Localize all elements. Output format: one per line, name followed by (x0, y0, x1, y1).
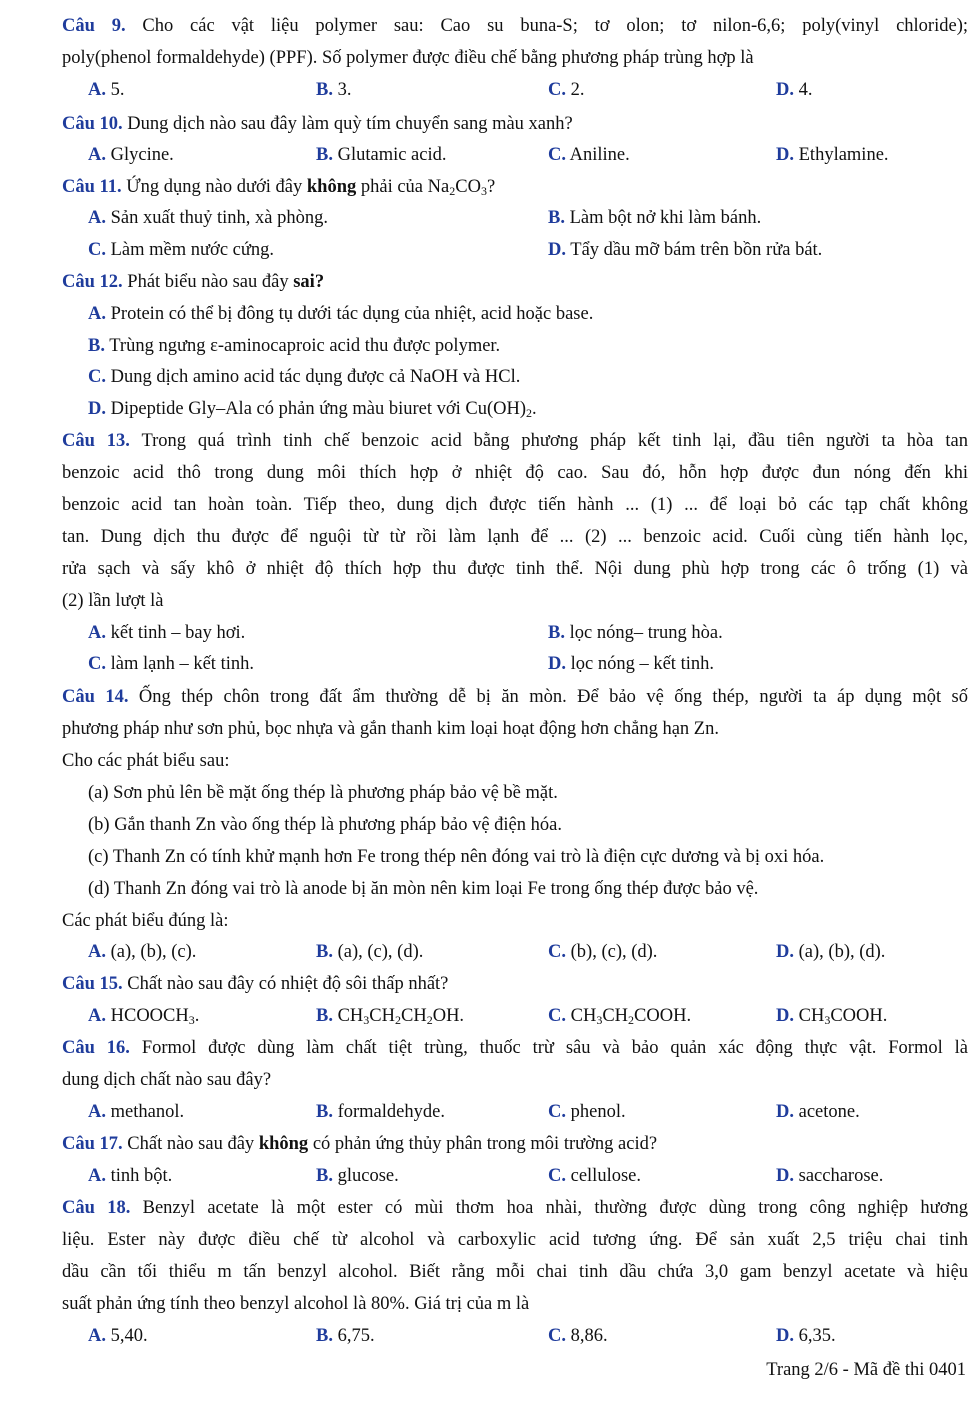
option-label: B. (316, 942, 333, 962)
option-text: Glutamic acid. (337, 145, 447, 165)
option-label: A. (88, 942, 106, 962)
option-text: Làm mềm nước cứng. (110, 240, 275, 260)
question-9-line-2: poly(phenol formaldehyde) (PPF). Số polymer được điều chế bằng phương pháp trùng hợp là (62, 48, 754, 68)
option-label: C. (548, 942, 566, 962)
option-text: Dung dịch amino acid tác dụng được cả NaOH và HCl. (110, 367, 521, 387)
option-label: A. (88, 1326, 106, 1346)
option-b[interactable] (316, 143, 447, 167)
question-9-line-1 (62, 14, 968, 38)
question-15 (62, 972, 448, 996)
option-label: D. (776, 1166, 794, 1186)
option-b[interactable] (88, 334, 500, 358)
subscript: 2 (628, 1013, 635, 1027)
emphasis: không (258, 1134, 309, 1154)
option-label: D. (776, 1326, 794, 1346)
option-text: tinh bột. (110, 1166, 173, 1186)
formula: CH (798, 1006, 825, 1026)
formula: . (194, 1006, 200, 1026)
option-c[interactable] (548, 1004, 691, 1028)
question-18-line-2: liệu. Ester này được điều chế từ alcohol và carboxylic acid tương ứng. Để sản xuất 2,5 triệu chai tinh (62, 1230, 968, 1250)
question-18-line-1 (62, 1196, 968, 1220)
question-number: Câu 18. (62, 1198, 131, 1218)
question-14-line-1 (62, 685, 968, 709)
question-text: Trong quá trình tinh chế benzoic acid bằng phương pháp kết tinh lại, đầu tiên người ta hòa tan (141, 431, 968, 451)
option-d[interactable] (88, 397, 537, 421)
option-text: phenol. (570, 1102, 626, 1122)
option-label: B. (548, 208, 565, 228)
option-b[interactable] (548, 206, 761, 230)
question-14-line-2: phương pháp như sơn phủ, bọc nhựa và gắn thanh kim loại hoạt động hơn chẳng hạn Zn. (62, 719, 719, 739)
option-text: 2. (570, 80, 585, 100)
question-number: Câu 11. (62, 177, 122, 197)
question-number: Câu 9. (62, 16, 126, 36)
option-text: kết tinh – bay hơi. (110, 623, 246, 643)
option-a[interactable] (88, 621, 245, 645)
option-label: C. (88, 240, 106, 260)
option-label: A. (88, 145, 106, 165)
option-a[interactable] (88, 78, 125, 102)
option-label: C. (548, 1006, 566, 1026)
formula: OH. (432, 1006, 465, 1026)
option-d[interactable] (776, 1164, 883, 1188)
option-text: làm lạnh – kết tinh. (110, 654, 254, 674)
option-label: D. (776, 145, 794, 165)
option-text: (a), (b), (c). (110, 942, 197, 962)
option-c[interactable] (548, 1100, 626, 1124)
option-text: saccharose. (798, 1166, 884, 1186)
option-d[interactable] (548, 652, 714, 676)
formula: CH (570, 1006, 597, 1026)
question-number: Câu 15. (62, 974, 123, 994)
option-text: Làm bột nở khi làm bánh. (569, 208, 762, 228)
option-label: D. (776, 1006, 794, 1026)
option-text: 4. (798, 80, 813, 100)
option-text: Glycine. (110, 145, 174, 165)
question-16-line-2: dung dịch chất nào sau đây? (62, 1070, 272, 1090)
option-text: formaldehyde. (337, 1102, 445, 1122)
option-a[interactable] (88, 1164, 172, 1188)
option-text: Aniline. (569, 145, 630, 165)
option-label: C. (548, 1102, 566, 1122)
question-number: Câu 14. (62, 687, 129, 707)
option-b[interactable] (316, 1100, 445, 1124)
question-13-line-3: benzoic acid tan hoàn toàn. Tiếp theo, dung dịch được tiến hành ... (1) ... để loại bỏ các tạp chất không (62, 495, 968, 515)
question-number: Câu 12. (62, 272, 123, 292)
punctuation: ? (486, 177, 496, 197)
question-text: Cho các vật liệu polymer sau: Cao su buna-S; tơ olon; tơ nilon-6,6; poly(vinyl chloride); (142, 16, 968, 36)
option-label: B. (316, 1006, 333, 1026)
subscript: 2 (449, 184, 456, 198)
option-a[interactable] (88, 1100, 184, 1124)
question-13-line-6: (2) lần lượt là (62, 591, 164, 611)
question-number: Câu 16. (62, 1038, 130, 1058)
option-label: A. (88, 1006, 106, 1026)
option-label: D. (776, 942, 794, 962)
option-text: 8,86. (570, 1326, 608, 1346)
question-13-line-2: benzoic acid thô trong dung môi thích hợp ở nhiệt độ cao. Sau đó, hỗn hợp được đun nóng đến khi (62, 463, 968, 483)
question-13-line-1 (62, 429, 968, 453)
option-text: Dipeptide Gly–Ala có phản ứng màu biuret với Cu(OH) (110, 399, 527, 419)
option-label: A. (88, 208, 106, 228)
statement-d: (d) Thanh Zn đóng vai trò là anode bị ăn mòn nên kim loại Fe trong ống thép được bảo vệ. (88, 879, 759, 899)
subscript: 2 (426, 1013, 433, 1027)
option-b[interactable] (316, 940, 423, 964)
statement-c: (c) Thanh Zn có tính khử mạnh hơn Fe trong thép nên đóng vai trò là điện cực dương và bị oxi hóa. (88, 847, 825, 867)
option-text: 5. (110, 80, 125, 100)
option-a[interactable] (88, 1324, 148, 1348)
question-14-ask: Các phát biểu đúng là: (62, 911, 229, 931)
option-label: D. (548, 654, 566, 674)
option-c[interactable] (548, 940, 657, 964)
option-label: D. (548, 240, 566, 260)
option-d[interactable] (776, 1004, 887, 1028)
option-text: Tẩy dầu mỡ bám trên bồn rửa bát. (570, 240, 823, 260)
option-label: B. (316, 80, 333, 100)
option-label: A. (88, 80, 106, 100)
option-label: B. (316, 145, 333, 165)
question-10 (62, 112, 573, 136)
option-text: 5,40. (110, 1326, 148, 1346)
option-text: Trùng ngưng ε-aminocaproic acid thu được polymer. (109, 336, 501, 356)
option-a[interactable] (88, 302, 593, 326)
option-d[interactable] (548, 238, 822, 262)
option-label: A. (88, 1102, 106, 1122)
page-footer: Trang 2/6 - Mã đề thi 0401 (766, 1360, 966, 1380)
option-label: B. (88, 336, 105, 356)
option-c[interactable] (88, 652, 254, 676)
option-text: 6,35. (798, 1326, 836, 1346)
statement-a: (a) Sơn phủ lên bề mặt ống thép là phương pháp bảo vệ bề mặt. (88, 783, 558, 803)
subscript: 2 (395, 1013, 401, 1027)
option-c[interactable] (88, 238, 274, 262)
option-c[interactable] (548, 143, 630, 167)
subscript: 3 (824, 1013, 831, 1027)
question-number: Câu 13. (62, 431, 130, 451)
option-d[interactable] (776, 78, 813, 102)
subscript: 3 (596, 1013, 603, 1027)
question-text: Dung dịch nào sau đây làm quỳ tím chuyển sang màu xanh? (127, 114, 573, 134)
option-label: B. (316, 1166, 333, 1186)
question-number: Câu 17. (62, 1134, 123, 1154)
question-text: Formol được dùng làm chất tiệt trùng, thuốc trừ sâu và bảo quản xác động thực vật. Formol là (141, 1038, 968, 1058)
formula: COOH. (634, 1006, 692, 1026)
option-label: D. (88, 399, 106, 419)
question-17 (62, 1132, 657, 1156)
question-13-line-4: tan. Dung dịch thu được để nguội từ từ rồi làm lạnh để ... (2) ... benzoic acid. Cuối cùng tiến hành lọc, (62, 527, 968, 547)
subscript: 3 (188, 1013, 195, 1027)
option-label: B. (548, 623, 565, 643)
formula: HCOOCH (110, 1006, 189, 1026)
subscript: 2 (526, 406, 533, 420)
option-d[interactable] (776, 143, 889, 167)
option-label: B. (316, 1326, 333, 1346)
option-d[interactable] (776, 1324, 836, 1348)
question-text: phải của Na (360, 177, 450, 197)
formula: CH (602, 1006, 629, 1026)
option-text: acetone. (798, 1102, 860, 1122)
question-12 (62, 270, 324, 294)
option-label: C. (548, 1166, 566, 1186)
option-text: (b), (c), (d). (570, 942, 658, 962)
option-label: C. (88, 367, 106, 387)
option-label: D. (776, 80, 794, 100)
question-text: Chất nào sau đây (127, 1134, 255, 1154)
option-text: glucose. (337, 1166, 399, 1186)
option-c[interactable] (88, 365, 520, 389)
option-label: A. (88, 304, 106, 324)
option-a[interactable] (88, 940, 196, 964)
option-c[interactable] (548, 1164, 641, 1188)
question-18-line-4: suất phản ứng tính theo benzyl alcohol là 80%. Giá trị của m là (62, 1294, 530, 1314)
option-label: A. (88, 623, 106, 643)
option-a[interactable] (88, 143, 174, 167)
option-label: C. (548, 145, 566, 165)
option-b[interactable] (316, 78, 351, 102)
option-b[interactable] (548, 621, 723, 645)
option-a[interactable] (88, 206, 328, 230)
question-text: có phản ứng thủy phân trong môi trường acid? (312, 1134, 658, 1154)
option-c[interactable] (548, 78, 585, 102)
statement-b: (b) Gắn thanh Zn vào ống thép là phương pháp bảo vệ điện hóa. (88, 815, 562, 835)
option-d[interactable] (776, 1100, 860, 1124)
option-text: Ethylamine. (798, 145, 889, 165)
formula: CH (401, 1006, 427, 1026)
option-text: (a), (b), (d). (798, 942, 886, 962)
punctuation: . (532, 399, 537, 419)
option-text: (a), (c), (d). (337, 942, 424, 962)
option-label: C. (88, 654, 106, 674)
option-text: methanol. (110, 1102, 185, 1122)
subscript: 3 (363, 1013, 370, 1027)
question-text: Ứng dụng nào dưới đây (126, 177, 303, 197)
question-16-line-1 (62, 1036, 968, 1060)
question-text: Chất nào sau đây có nhiệt độ sôi thấp nhất? (127, 974, 449, 994)
option-label: B. (316, 1102, 333, 1122)
option-text: lọc nóng – kết tinh. (570, 654, 714, 674)
formula: CO (455, 177, 481, 197)
option-label: D. (776, 1102, 794, 1122)
option-d[interactable] (776, 940, 885, 964)
option-c[interactable] (548, 1324, 608, 1348)
option-text: 3. (337, 80, 352, 100)
option-label: C. (548, 80, 566, 100)
option-text: lọc nóng– trung hòa. (569, 623, 723, 643)
question-11 (62, 175, 495, 199)
question-text: Ống thép chôn trong đất ẩm thường dễ bị ăn mòn. Để bảo vệ ống thép, người ta áp dụng một số (138, 687, 968, 707)
option-label: A. (88, 1166, 106, 1186)
option-b[interactable] (316, 1324, 375, 1348)
question-number: Câu 10. (62, 114, 123, 134)
emphasis: sai? (293, 272, 325, 292)
question-text: Phát biểu nào sau đây (127, 272, 289, 292)
option-text: cellulose. (570, 1166, 642, 1186)
option-a[interactable] (88, 1004, 199, 1028)
option-text: 6,75. (337, 1326, 375, 1346)
formula: COOH. (830, 1006, 888, 1026)
question-13-line-5: rửa sạch và sấy khô ở nhiệt độ thích hợp thu được tinh thể. Nội dung phù hợp trong các ô trống (1) và (62, 559, 968, 579)
option-text: Protein có thể bị đông tụ dưới tác dụng của nhiệt, acid hoặc base. (110, 304, 594, 324)
formula: CH (369, 1006, 395, 1026)
emphasis: không (306, 177, 357, 197)
option-b[interactable] (316, 1004, 464, 1028)
question-text: Benzyl acetate là một ester có mùi thơm hoa nhài, thường được dùng trong công nghiệp hương (142, 1198, 968, 1218)
formula: CH (337, 1006, 364, 1026)
option-b[interactable] (316, 1164, 399, 1188)
option-text: Sản xuất thuỷ tinh, xà phòng. (110, 208, 328, 228)
question-14-intro: Cho các phát biểu sau: (62, 751, 230, 771)
question-18-line-3: dầu cần tối thiểu m tấn benzyl alcohol. Biết rằng mỗi chai tinh dầu chứa 3,0 gam benzyl acetate và hiệu (62, 1262, 968, 1282)
subscript: 3 (480, 184, 487, 198)
option-label: C. (548, 1326, 566, 1346)
